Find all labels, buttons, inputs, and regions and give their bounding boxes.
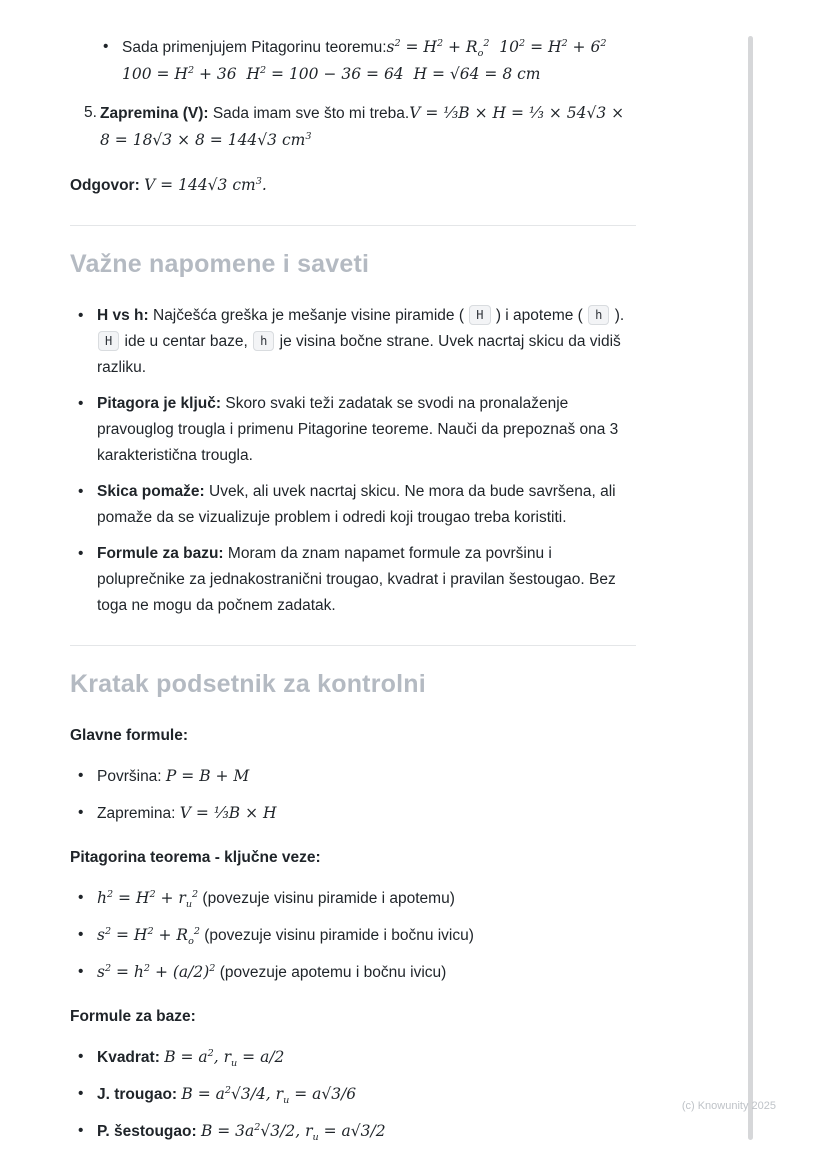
list-item-text	[97, 1118, 636, 1145]
bullet-item	[78, 1044, 636, 1071]
bullet-marker: •	[78, 926, 84, 943]
bold-text: H vs h:	[97, 307, 149, 324]
list-item-text	[97, 800, 636, 827]
section-heading: Kratak podsetnik za kontrolni	[70, 670, 426, 698]
numbered-item	[84, 100, 636, 154]
math-text: $s^2 = H^2 + R_o^2$	[97, 925, 200, 948]
bullet-list	[78, 303, 636, 619]
bullet-marker: •	[78, 307, 84, 324]
bullet-marker: •	[78, 1048, 84, 1065]
bullet-item	[78, 391, 636, 469]
bold-text: P. šestougao:	[97, 1123, 201, 1140]
section-heading: Važne napomene i saveti	[70, 250, 370, 278]
list-item-text	[97, 922, 636, 949]
list-item-text	[97, 763, 636, 790]
bullet-item	[78, 1081, 636, 1108]
math-text: $s^2 = h^2 + (a/2)^2$	[97, 962, 216, 981]
bullet-item	[78, 1118, 636, 1145]
math-text: V = ⅓B × H	[179, 804, 277, 822]
bullet-item	[78, 922, 636, 949]
bold-text: Skica pomaže:	[97, 483, 205, 500]
bold-text: J. trougao:	[97, 1086, 182, 1103]
text-span: (povezuje visinu piramide i apotemu)	[198, 890, 455, 907]
text-span: (povezuje visinu piramide i bočnu ivicu)	[199, 927, 474, 944]
bullet-marker: •	[78, 545, 84, 562]
math-text: $s^2 = H^2 + R_o^2$ $10^2 = H^2 + 6^2$ $100 = H^2 + 36$ $H^2 = 100 - 36 = 64$ H = √64 = 8 cm	[122, 37, 617, 83]
text-span: Sada imam sve što mi treba.	[208, 105, 410, 122]
bullet-item	[78, 303, 636, 381]
bullet-item	[78, 800, 636, 827]
divider	[70, 645, 636, 646]
list-item-text	[97, 303, 636, 381]
paragraph	[70, 1004, 636, 1030]
text-span: ).	[610, 307, 625, 324]
bullet-marker: •	[103, 38, 109, 55]
list-item-text	[97, 541, 636, 619]
bullet-item	[78, 479, 636, 531]
text-span: ) i apoteme (	[491, 307, 588, 324]
paragraph	[70, 723, 636, 749]
bullet-list	[78, 885, 636, 986]
list-item-text	[97, 1081, 636, 1108]
text-span: Zapremina:	[97, 805, 180, 822]
list-item-text	[97, 885, 636, 912]
bullet-marker: •	[78, 395, 84, 412]
list-item-text	[97, 479, 636, 531]
bullet-list	[78, 763, 636, 827]
list-item-text	[97, 391, 636, 469]
copyright-text: (c) Knowunity 2025	[681, 1100, 776, 1112]
list-number: 5.	[84, 104, 97, 121]
text-span: ide u centar baze,	[120, 333, 253, 350]
text-span: Površina:	[97, 768, 166, 785]
bullet-item	[78, 763, 636, 790]
bold-text: Pitagora je ključ:	[97, 395, 222, 412]
bullet-marker: •	[78, 963, 84, 980]
bullet-list	[103, 34, 636, 88]
math-text: $B = a^2√3/4$, $r_u = a√3/6$	[181, 1084, 357, 1107]
bold-text: Formule za baze:	[70, 1008, 196, 1025]
document-content	[70, 34, 636, 1155]
math-text: $B = 3a^2√3/2$, $r_u = a√3/2$	[200, 1121, 386, 1144]
list-item-text	[97, 959, 636, 986]
bold-text: Pitagorina teorema - ključne veze:	[70, 849, 321, 866]
inline-code: H	[469, 305, 490, 325]
bold-text: Glavne formule:	[70, 727, 188, 744]
bullet-marker: •	[78, 1122, 84, 1139]
inline-code: H	[98, 331, 119, 351]
bold-text: Kvadrat:	[97, 1049, 165, 1066]
bullet-marker: •	[78, 767, 84, 784]
list-item-text	[100, 100, 636, 154]
text-span: Moram da znam napamet formule za površinu i poluprečnike za jednakostranični trougao, kvadrat i pravilan šestougao. Bez toga ne mogu da počnem zadatak.	[97, 545, 616, 614]
inline-code: h	[588, 305, 609, 325]
list-item-text	[97, 1044, 636, 1071]
text-span: (povezuje apotemu i bočnu ivicu)	[215, 964, 447, 981]
text-span: Najčešća greška je mešanje visine piramide (	[148, 307, 469, 324]
bullet-marker: •	[78, 483, 84, 500]
bullet-item	[78, 541, 636, 619]
bold-text: Zapremina (V):	[100, 105, 209, 122]
text-span: Sada primenjujem Pitagorinu teoremu:	[122, 39, 387, 56]
bullet-marker: •	[78, 889, 84, 906]
bold-text: Formule za bazu:	[97, 545, 224, 562]
math-text: V = ⅓B × H = ⅓ × 54√3 × 8 = 18√3 × 8 = 144√3 $cm^3$	[100, 104, 630, 149]
scrollbar-thumb[interactable]	[748, 36, 753, 1140]
text-span: je visina bočne strane. Uvek nacrtaj skicu da vidiš razliku.	[97, 333, 621, 376]
bullet-item	[103, 34, 636, 88]
paragraph	[70, 845, 636, 871]
bullet-marker: •	[78, 1085, 84, 1102]
math-text: V = 144√3 $cm^3$.	[144, 175, 267, 194]
text-span: Uvek, ali uvek nacrtaj skicu. Ne mora da bude savršena, ali pomaže da se vizualizuje problem i odredi koji trougao treba koristiti.	[97, 483, 616, 526]
list-item-text	[122, 34, 636, 88]
math-text: $h^2 = H^2 + r_u^2$	[97, 888, 199, 911]
bullet-marker: •	[78, 804, 84, 821]
bullet-item	[78, 885, 636, 912]
inline-code: h	[253, 331, 274, 351]
bullet-list	[78, 1044, 636, 1145]
math-text: P = B + M	[165, 767, 250, 785]
bullet-item	[78, 959, 636, 986]
text-span: Skoro svaki teži zadatak se svodi na pronalaženje pravouglog trougla i primenu Pitagorine teoreme. Nauči da prepoznaš ona 3 karakteristična trougla.	[97, 395, 619, 464]
math-text: $B = a^2$, $r_u = a/2$	[164, 1047, 285, 1070]
paragraph	[70, 172, 636, 199]
bold-text: Odgovor:	[70, 177, 145, 194]
divider	[70, 225, 636, 226]
